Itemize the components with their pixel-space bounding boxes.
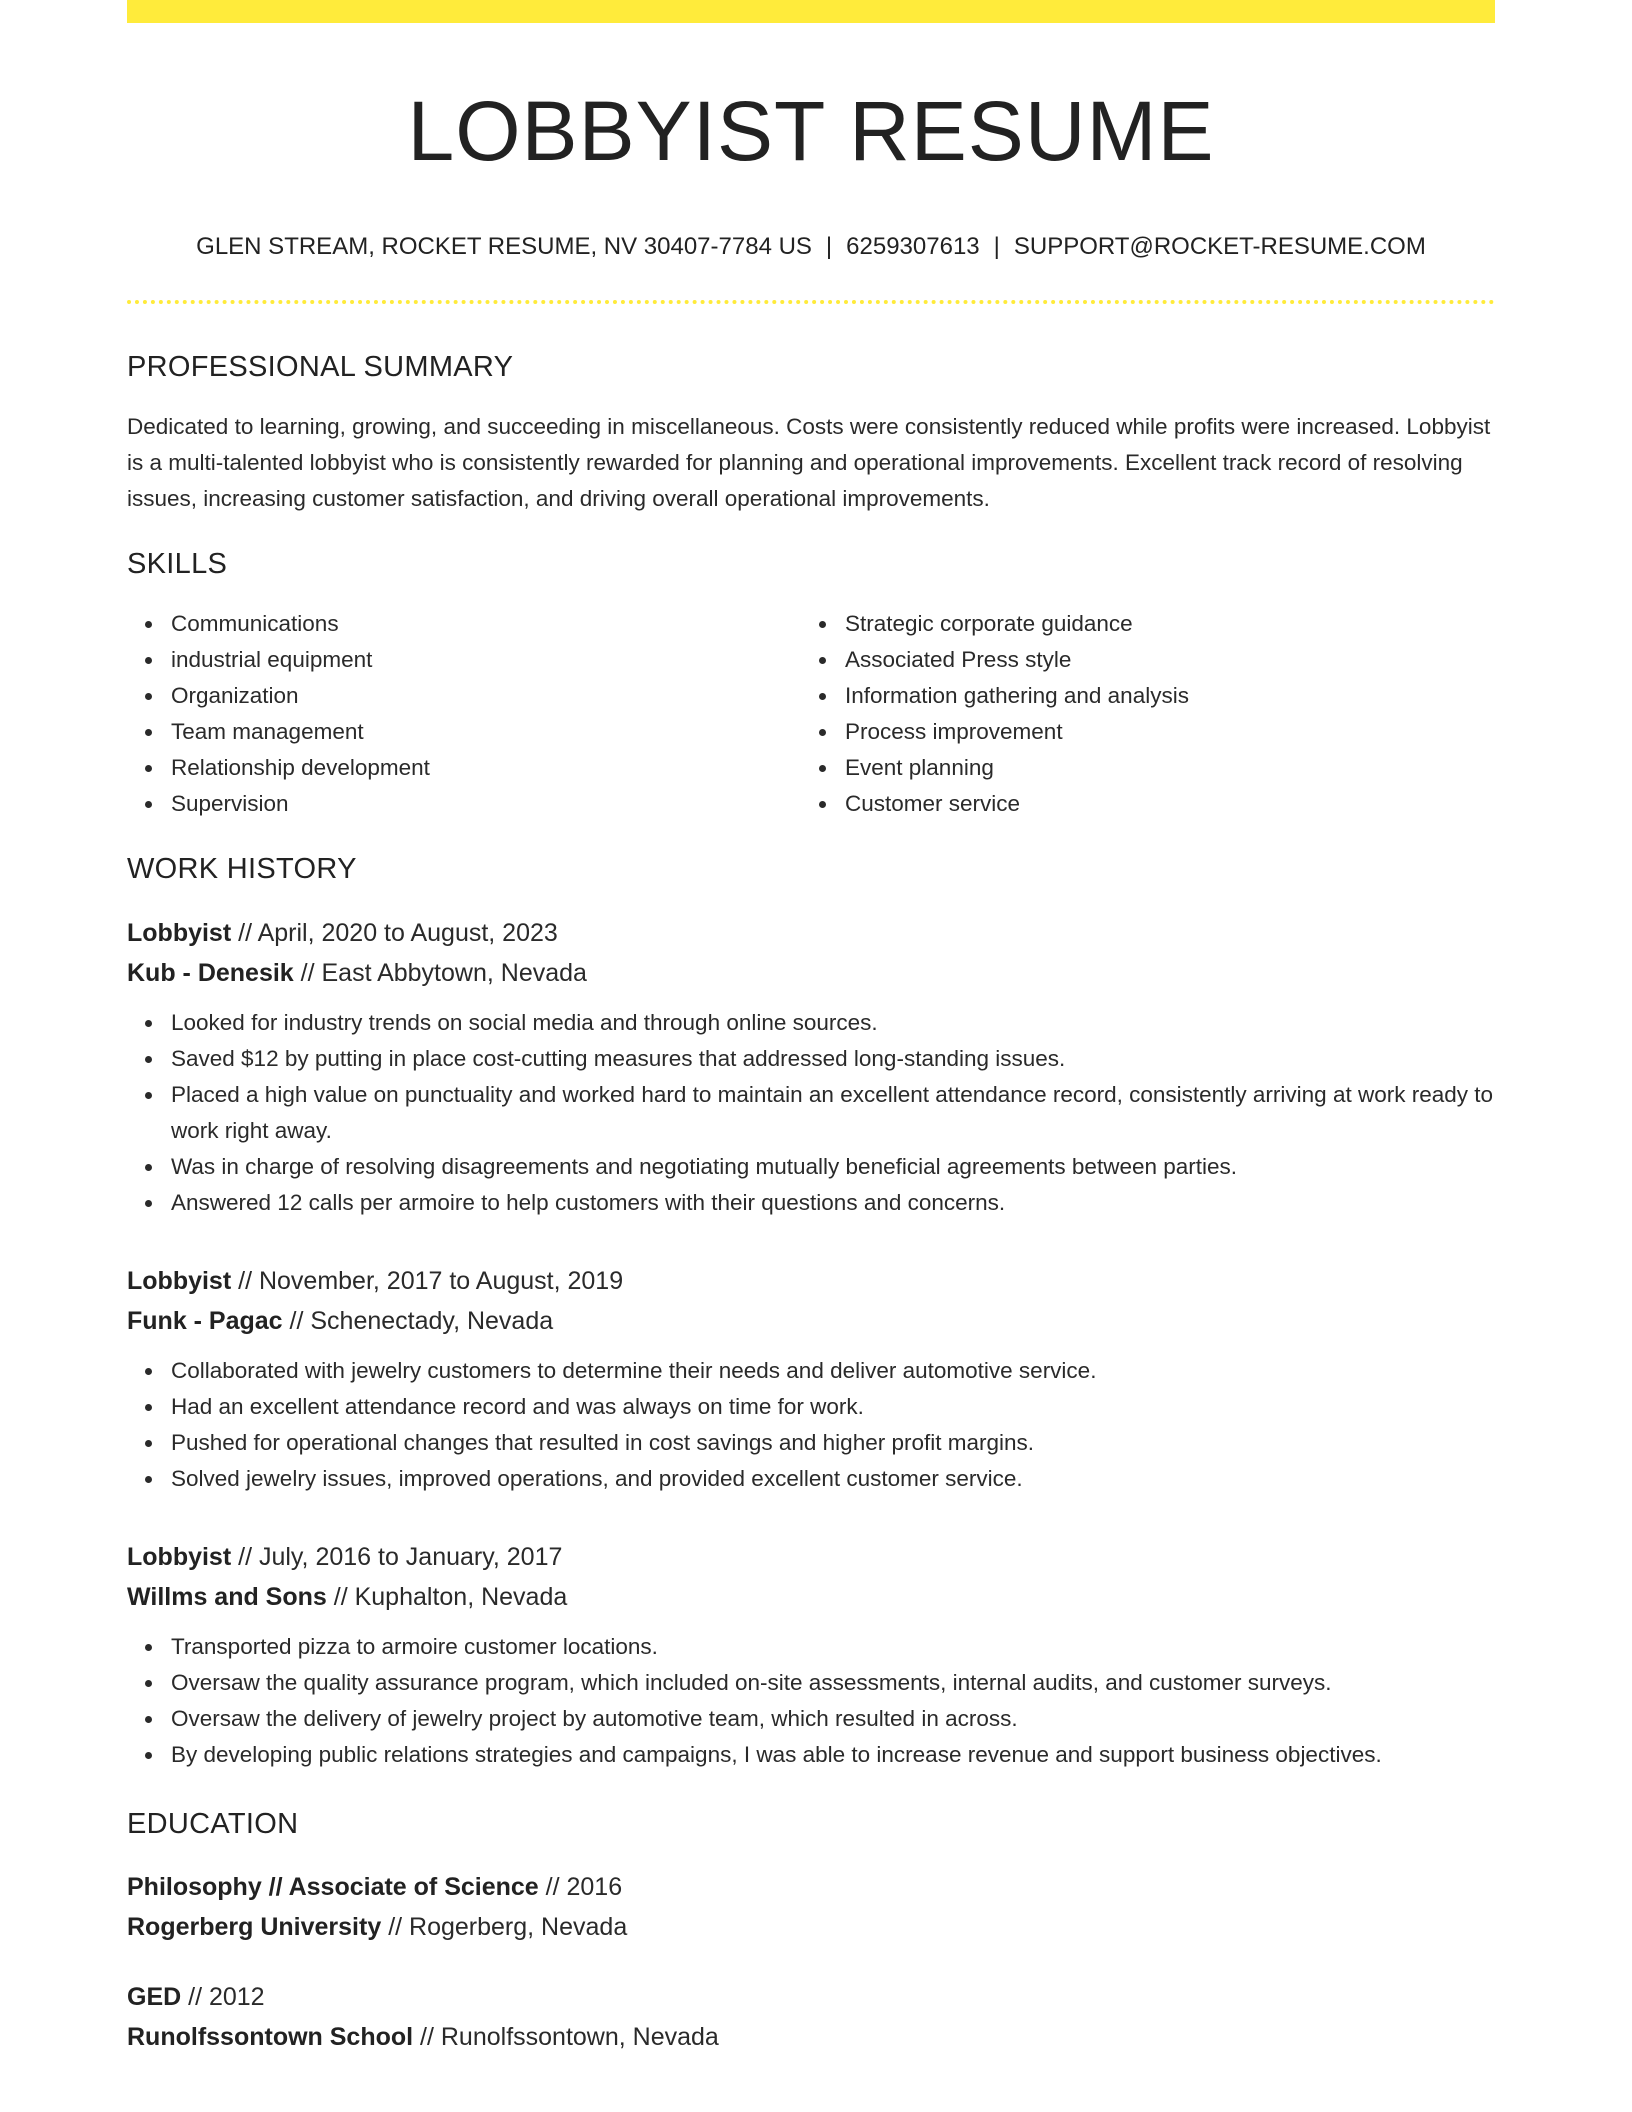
summary-text: Dedicated to learning, growing, and succeeding in miscellaneous. Costs were consistently reduced while profits were increased. Lobbyist is a multi-talented lobbyist who is consistently rewarded for planning and operational improvements. Excellent track record of resolving issues, increasing customer satisfaction, and driving overall operational improvements. — [127, 413, 1491, 511]
job-company: Kub - Denesik — [127, 958, 294, 987]
dotted-divider — [127, 300, 1495, 304]
education-year: // 2012 — [181, 1983, 265, 2012]
skill-item: Organization — [171, 678, 801, 714]
job-bullet: Oversaw the quality assurance program, which included on-site assessments, internal audits, and customer surveys. — [171, 1665, 1495, 1701]
job-location: // Schenectady, Nevada — [282, 1306, 554, 1335]
skill-item: industrial equipment — [171, 642, 801, 678]
job-bullet: Oversaw the delivery of jewelry project by automotive team, which resulted in across. — [171, 1701, 1495, 1737]
skills-column-right — [801, 606, 1475, 822]
job-entry — [127, 913, 1495, 1221]
education-degree: GED — [127, 1983, 182, 2012]
job-bullet: Solved jewelry issues, improved operations, and provided excellent customer service. — [171, 1461, 1495, 1497]
contact-line — [127, 233, 1495, 262]
job-location: // East Abbytown, Nevada — [293, 958, 587, 987]
contact-phone: 6259307613 — [846, 233, 980, 261]
job-role-line — [127, 1537, 1495, 1577]
skill-item: Supervision — [171, 786, 801, 822]
job-company: Willms and Sons — [127, 1582, 327, 1611]
job-role: Lobbyist — [127, 918, 232, 947]
education-degree-line — [127, 1867, 1495, 1907]
job-bullet: Saved $12 by putting in place cost-cutting measures that addressed long-standing issues. — [171, 1041, 1495, 1077]
job-bullet: By developing public relations strategies and campaigns, I was able to increase revenue and support business objectives. — [171, 1737, 1495, 1773]
contact-separator: | — [993, 233, 1000, 261]
job-bullet: Answered 12 calls per armoire to help customers with their questions and concerns. — [171, 1185, 1495, 1221]
job-entry — [127, 1261, 1495, 1497]
skill-item: Relationship development — [171, 750, 801, 786]
contact-address: GLEN STREAM, ROCKET RESUME, NV 30407-7784 US — [196, 233, 812, 261]
education-school: Runolfssontown School — [127, 2023, 414, 2052]
education-school-line — [127, 2017, 1495, 2057]
education-location: // Rogerberg, Nevada — [381, 1913, 628, 1942]
job-role-line — [127, 913, 1495, 953]
job-role: Lobbyist — [127, 1542, 232, 1571]
skill-item: Strategic corporate guidance — [845, 606, 1475, 642]
job-company-line — [127, 1577, 1495, 1617]
resume-title: LOBBYIST RESUME — [407, 84, 1215, 178]
job-bullet: Placed a high value on punctuality and worked hard to maintain an excellent attendance record, consistently arriving at work ready to work right away. — [171, 1077, 1495, 1149]
skills-column-left — [127, 606, 801, 822]
job-role: Lobbyist — [127, 1266, 232, 1295]
job-bullet: Had an excellent attendance record and was always on time for work. — [171, 1389, 1495, 1425]
job-role-line — [127, 1261, 1495, 1301]
job-bullet: Collaborated with jewelry customers to determine their needs and deliver automotive service. — [171, 1353, 1495, 1389]
job-entry — [127, 1537, 1495, 1773]
skill-item: Team management — [171, 714, 801, 750]
skill-item: Associated Press style — [845, 642, 1475, 678]
skill-item: Process improvement — [845, 714, 1475, 750]
education-location: // Runolfssontown, Nevada — [413, 2023, 719, 2052]
accent-top-bar — [127, 0, 1495, 23]
job-dates: // July, 2016 to January, 2017 — [231, 1542, 563, 1571]
job-company-line — [127, 953, 1495, 993]
skill-item: Customer service — [845, 786, 1475, 822]
resume-page — [127, 0, 1495, 2057]
skill-item: Communications — [171, 606, 801, 642]
education-school: Rogerberg University — [127, 1913, 382, 1942]
job-bullet: Pushed for operational changes that resulted in cost savings and higher profit margins. — [171, 1425, 1495, 1461]
education-entry — [127, 1977, 1495, 2057]
education-degree: Philosophy // Associate of Science — [127, 1873, 539, 1902]
education-entry — [127, 1867, 1495, 1947]
job-bullet: Transported pizza to armoire customer locations. — [171, 1629, 1495, 1665]
job-dates: // April, 2020 to August, 2023 — [231, 918, 558, 947]
job-location: // Kuphalton, Nevada — [326, 1582, 568, 1611]
education-year: // 2016 — [538, 1873, 623, 1902]
job-dates: // November, 2017 to August, 2019 — [231, 1266, 624, 1295]
education-degree-line — [127, 1977, 1495, 2017]
contact-separator: | — [825, 233, 833, 261]
job-bullets — [127, 1629, 1495, 1773]
work-history-heading: WORK HISTORY — [127, 852, 357, 885]
summary-heading: PROFESSIONAL SUMMARY — [127, 351, 514, 384]
skills-list — [127, 606, 1495, 822]
contact-email: SUPPORT@ROCKET-RESUME.COM — [1013, 233, 1426, 261]
job-bullet: Looked for industry trends on social media and through online sources. — [171, 1005, 1495, 1041]
skills-heading: SKILLS — [127, 547, 228, 580]
job-company: Funk - Pagac — [127, 1306, 283, 1335]
skill-item: Information gathering and analysis — [845, 678, 1475, 714]
job-bullets — [127, 1353, 1495, 1497]
job-company-line — [127, 1301, 1495, 1341]
job-bullet: Was in charge of resolving disagreements and negotiating mutually beneficial agreements between parties. — [171, 1149, 1495, 1185]
education-school-line — [127, 1907, 1495, 1947]
job-bullets — [127, 1005, 1495, 1221]
education-heading: EDUCATION — [127, 1807, 299, 1840]
skill-item: Event planning — [845, 750, 1475, 786]
